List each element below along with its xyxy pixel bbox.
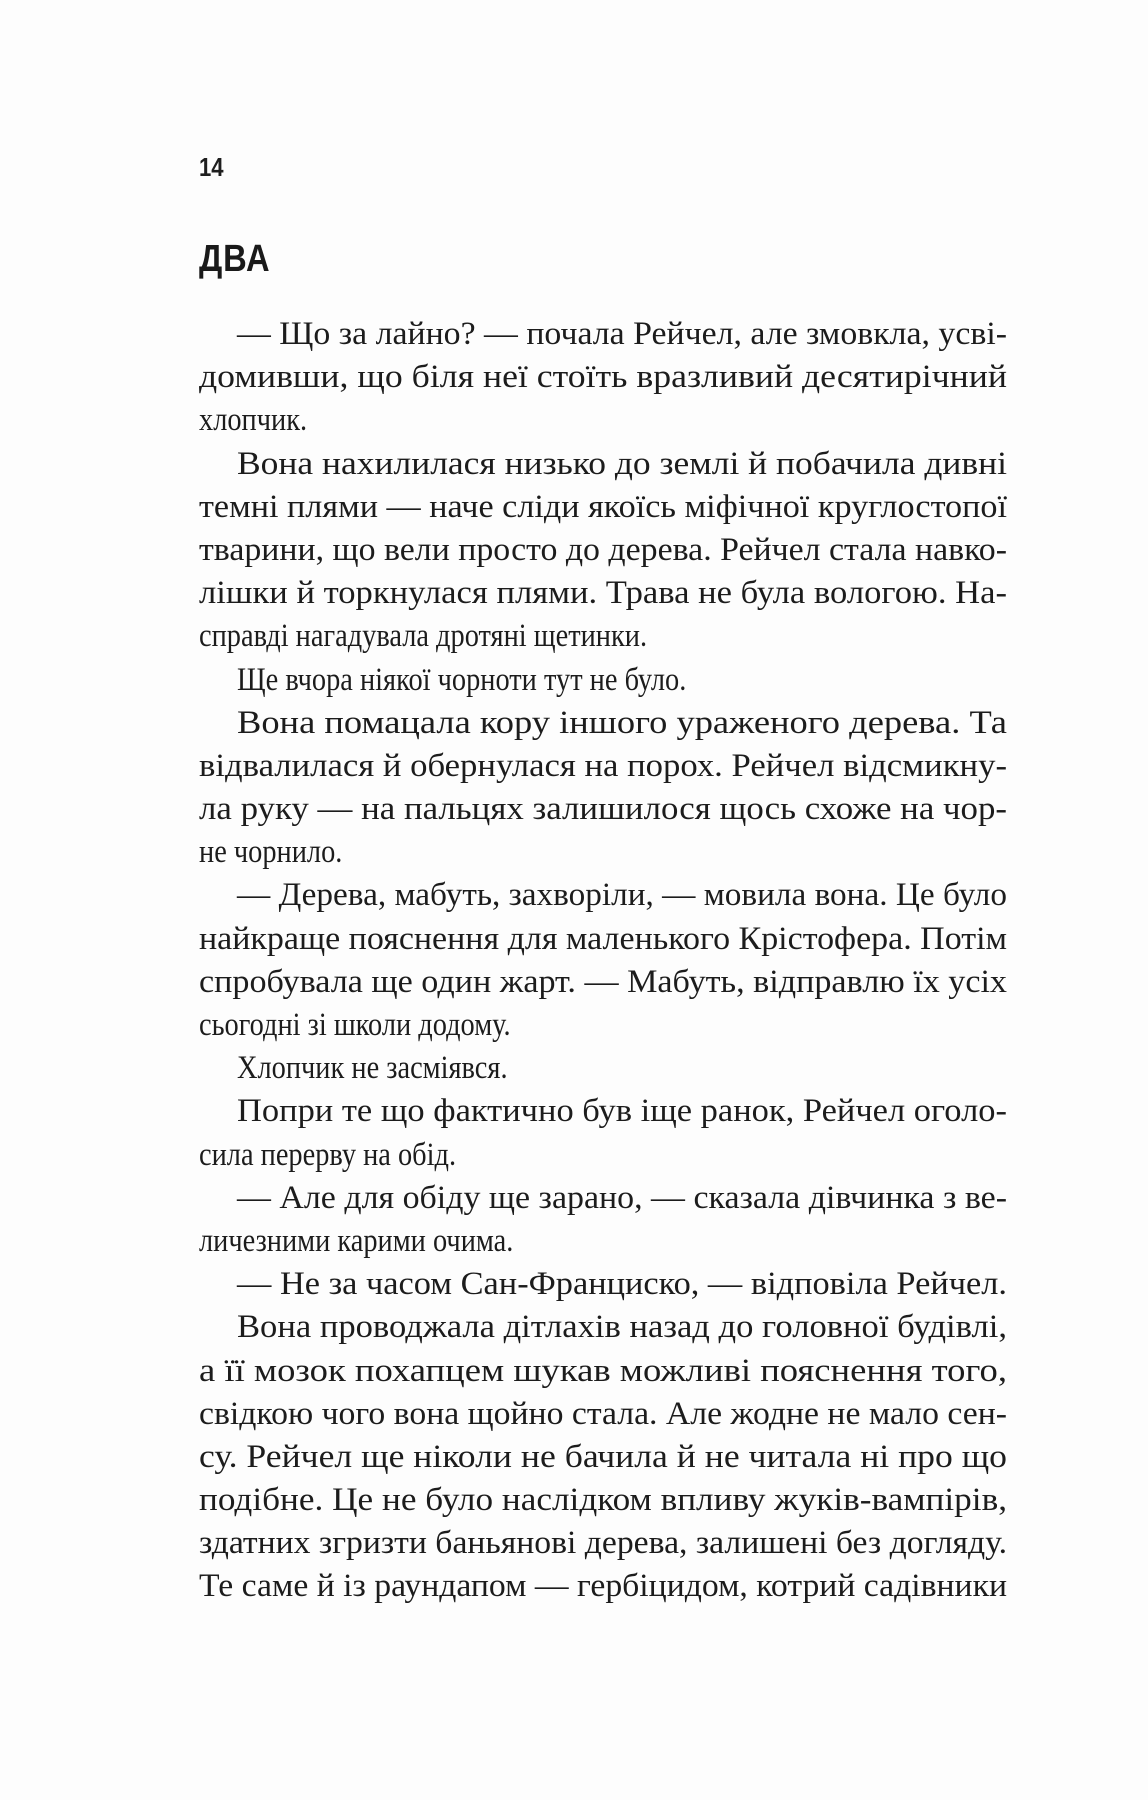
text-line: Вона нахилилася низько до землі й побачила дивні <box>237 445 1007 482</box>
text-line: Те саме й із раундапом — гербіцидом, котрий садівники <box>199 1568 1007 1605</box>
text-line: ла руку — на пальцях залишилося щось схоже на чор- <box>199 791 1008 828</box>
text-line: — Не за часом Сан-Франциско, — відповіла Рейчел. <box>237 1266 1007 1303</box>
text-line: хлопчик. <box>199 402 308 439</box>
text-line: сьогодні зі школи додому. <box>199 1007 511 1043</box>
text-line: сила перерву на обід. <box>199 1136 457 1173</box>
page-number: 14 <box>199 152 224 182</box>
text-line: свідкою чого вона щойно стала. Але жодне не мало сен- <box>199 1395 1007 1432</box>
text-line: — Дерева, мабуть, захворіли, — мовила вона. Це було <box>237 877 1007 914</box>
text-line: відвалилася й обернулася на порох. Рейчел відсмикну- <box>199 747 1007 784</box>
chapter-title: ДВА <box>199 238 271 280</box>
text-line: тварини, що вели просто до дерева. Рейчел стала навко- <box>199 531 1008 568</box>
text-line: домивши, що біля неї стоїть вразливий десятирічний <box>199 359 1007 396</box>
text-line: подібне. Це не було наслідком впливу жуків-вампірів, <box>199 1482 1008 1519</box>
text-line: справді нагадувала дротяні щетинки. <box>199 618 648 655</box>
text-line: не чорнило. <box>199 834 343 871</box>
body-text <box>199 313 1007 1609</box>
text-line: Вона проводжала дітлахів назад до головної будівлі, <box>237 1309 1007 1346</box>
text-line: найкраще пояснення для маленького Крістофера. Потім <box>199 920 1008 957</box>
text-line: а її мозок похапцем шукав можливі пояснення того, <box>199 1352 1007 1389</box>
text-line: здатних згризти баньянові дерева, залишені без догляду. <box>199 1525 1007 1562</box>
text-line: темні плями — наче сліди якоїсь міфічної круглостопої <box>199 488 1008 525</box>
text-line: Ще вчора ніякої чорноти тут не було. <box>237 661 687 698</box>
text-line: Хлопчик не засміявся. <box>237 1050 508 1087</box>
text-line: личезними карими очима. <box>199 1222 514 1259</box>
text-line: Вона помацала кору іншого ураженого дерева. Та <box>237 704 1007 741</box>
text-line: лішки й торкнулася плями. Трава не була вологою. На- <box>199 575 1007 612</box>
text-line: — Що за лайно? — почала Рейчел, але змовкла, усві- <box>237 316 1007 352</box>
text-line: Попри те що фактично був іще ранок, Рейчел оголо- <box>237 1093 1007 1130</box>
text-line: спробувала ще один жарт. — Мабуть, відправлю їх усіх <box>199 963 1007 1000</box>
text-line: — Але для обіду ще зарано, — сказала дівчинка з ве- <box>237 1179 1007 1216</box>
text-line: су. Рейчел ще ніколи не бачила й не читала ні про що <box>199 1438 1007 1475</box>
